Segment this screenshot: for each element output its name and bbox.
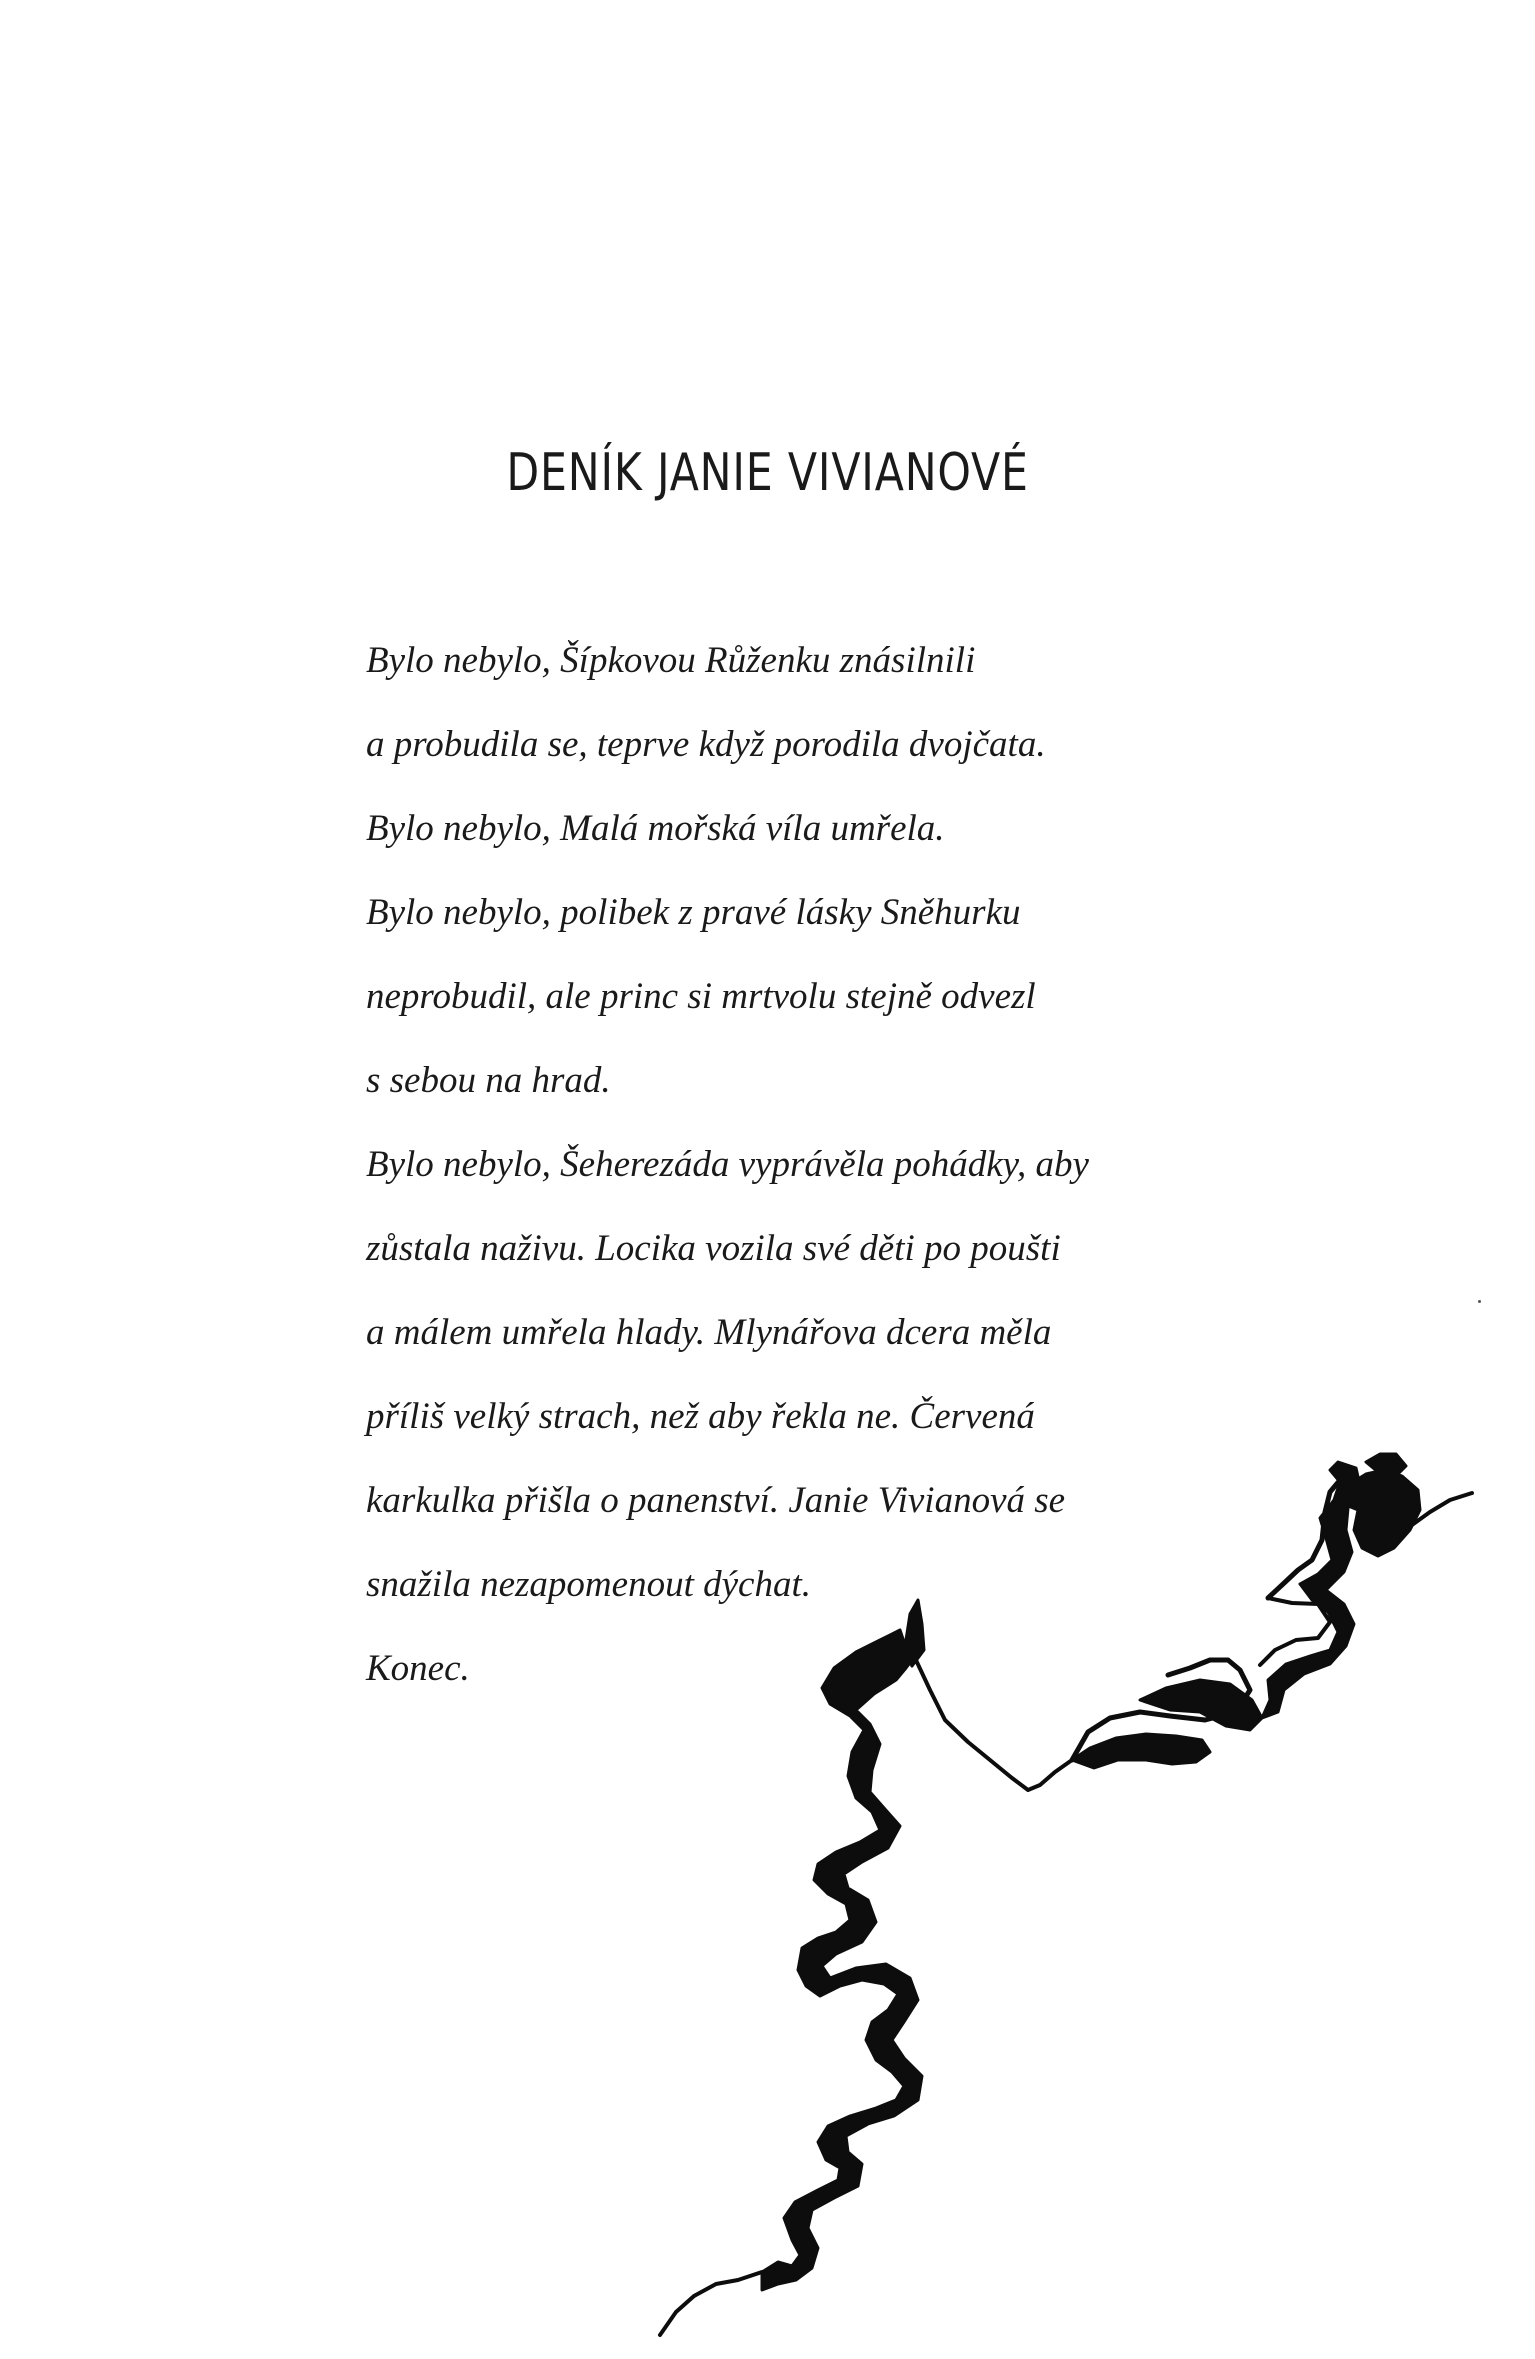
poem-line: Bylo nebylo, Malá mořská víla umřela. (366, 808, 945, 849)
crack-blob (1334, 1470, 1420, 1556)
poem-line: s sebou na hrad. (366, 1060, 611, 1101)
poem-line: Konec. (366, 1648, 470, 1689)
poem-body (366, 630, 1286, 1722)
page-title: DENÍK JANIE VIVIANOVÉ (506, 442, 1029, 503)
crack-hairline (1405, 1493, 1472, 1530)
poem-line: Bylo nebylo, Šeherezáda vyprávěla pohádky, aby (366, 1144, 1089, 1185)
poem-line: karkulka přišla o panenství. Janie Vivianová se (366, 1480, 1066, 1521)
poem-line: snažila nezapomenout dýchat. (366, 1564, 811, 1605)
poem-line: neprobudil, ale princ si mrtvolu stejně odvezl (366, 976, 1036, 1017)
poem-line: Bylo nebylo, polibek z pravé lásky Sněhurku (366, 892, 1021, 933)
speck-mark (1478, 1300, 1481, 1303)
crack-hairline (660, 2272, 762, 2335)
crack-trunk (762, 1630, 922, 2290)
crack-pocket (1072, 1734, 1210, 1768)
poem-line: a probudila se, teprve když porodila dvojčata. (366, 724, 1046, 765)
poem-line: Bylo nebylo, Šípkovou Růženku znásilnili (366, 640, 976, 681)
poem-line: příliš velký strach, než aby řekla ne. Červená (366, 1396, 1035, 1437)
poem-line: zůstala naživu. Locika vozila své děti po poušti (366, 1228, 1061, 1269)
crack-blob (1366, 1454, 1406, 1476)
poem-line: a málem umřela hlady. Mlynářova dcera měla (366, 1312, 1052, 1353)
